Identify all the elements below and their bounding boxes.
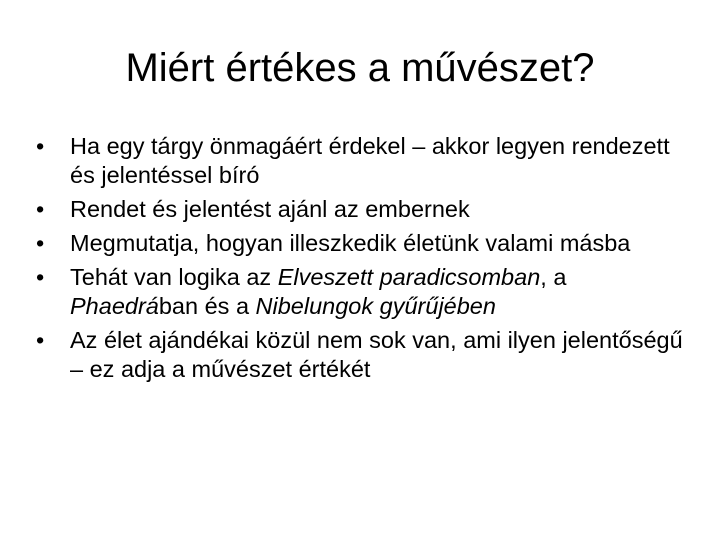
bullet-icon: • <box>36 264 45 290</box>
bullet-icon: • <box>36 230 45 256</box>
bullet-item <box>36 229 696 258</box>
bullet-icon: • <box>36 327 45 353</box>
bullet-text-part: Tehát van logika az <box>70 264 278 290</box>
work-title-paradise-lost: Elveszett paradicsomban <box>277 264 541 290</box>
work-title-phaedrus: Phaedrá <box>70 293 159 319</box>
bullet-text: Ha egy tárgy önmagáért érdekel – akkor legyen rendezett és jelentéssel bíró <box>70 133 670 188</box>
bullet-text-part: ban és a <box>158 293 256 319</box>
bullet-item <box>36 132 696 190</box>
work-title-ring-of-nibelung: Nibelungok gyűrűjében <box>255 293 496 319</box>
bullet-icon: • <box>36 133 45 159</box>
bullet-text-part: , a <box>540 264 567 290</box>
bullet-item <box>36 263 696 321</box>
slide-title: Miért értékes a művészet? <box>125 46 595 90</box>
bullet-text: Megmutatja, hogyan illeszkedik életünk valami másba <box>70 230 631 256</box>
bullet-item <box>36 195 696 224</box>
bullet-text: Az élet ajándékai közül nem sok van, ami ilyen jelentőségű – ez adja a művészet értékét <box>70 327 683 382</box>
bullet-list <box>36 132 696 389</box>
bullet-item <box>36 326 696 384</box>
bullet-text: Rendet és jelentést ajánl az embernek <box>70 196 470 222</box>
bullet-text <box>70 264 566 319</box>
bullet-icon: • <box>36 196 45 222</box>
